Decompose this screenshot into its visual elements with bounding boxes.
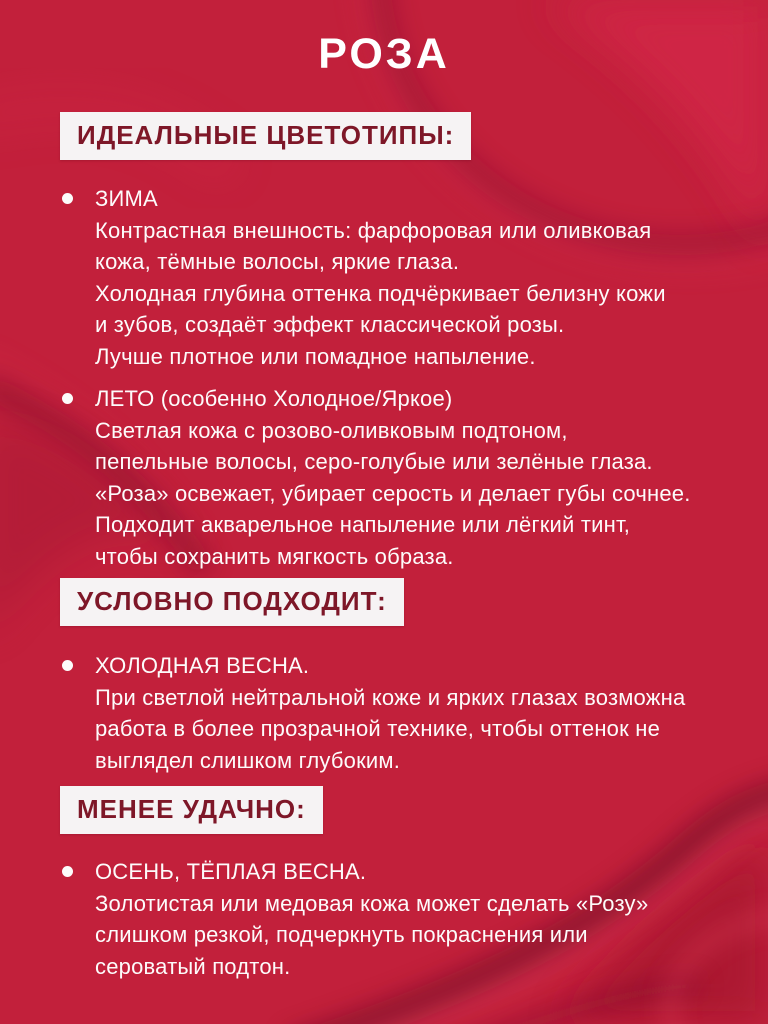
bullet-icon [62, 393, 73, 404]
item-text-line: При светлой нейтральной коже и ярких глазах возможна [95, 684, 686, 710]
item-text-line: сероватый подтон. [95, 953, 291, 979]
bullet-icon [62, 193, 73, 204]
item-text-line: работа в более прозрачной технике, чтобы оттенок не [95, 716, 661, 741]
item-text-line: Подходит акварельное напыление или лёгкий тинт, [95, 512, 631, 537]
section-heading-ideal-color-types: ИДЕАЛЬНЫЕ ЦВЕТОТИПЫ: [60, 112, 471, 160]
item-text-line: кожа, тёмные волосы, яркие глаза. [95, 249, 460, 274]
item-title: ЛЕТО (особенно Холодное/Яркое) [95, 386, 453, 411]
list-item-winter [62, 183, 740, 372]
item-text-line: Золотистая или медовая кожа может сделать «Розу» [95, 890, 649, 916]
item-text-line: выглядел слишком глубоким. [95, 747, 401, 773]
list-item-summer [62, 383, 740, 572]
item-text-line: Светлая кожа с розово-оливковым подтоном, [95, 417, 568, 443]
item-text-line: пепельные волосы, серо-голубые или зелёные глаза. [95, 449, 653, 474]
item-text-line: «Роза» освежает, убирает серость и делает губы сочнее. [95, 480, 691, 506]
bullet-icon [62, 660, 73, 671]
item-text-line: Холодная глубина оттенка подчёркивает белизну кожи [95, 280, 666, 306]
section-heading-conditionally-suitable: УСЛОВНО ПОДХОДИТ: [60, 578, 404, 626]
item-text-line: и зубов, создаёт эффект классической розы. [95, 312, 565, 337]
item-title: ХОЛОДНАЯ ВЕСНА. [95, 653, 310, 678]
item-text-line: Лучше плотное или помадное напыление. [95, 343, 536, 369]
item-text-line: Контрастная внешность: фарфоровая или оливковая [95, 217, 652, 243]
bullet-icon [62, 866, 73, 877]
item-text-line: чтобы сохранить мягкость образа. [95, 543, 454, 569]
item-text-line: слишком резкой, подчеркнуть покраснения или [95, 922, 588, 947]
page-title: РОЗА [318, 30, 450, 78]
item-title: ОСЕНЬ, ТЁПЛАЯ ВЕСНА. [95, 859, 367, 884]
item-title: ЗИМА [95, 186, 158, 211]
list-item-cold-spring [62, 650, 740, 776]
section-heading-less-successful: МЕНЕЕ УДАЧНО: [60, 786, 323, 834]
list-item-autumn-warm-spring [62, 856, 740, 982]
